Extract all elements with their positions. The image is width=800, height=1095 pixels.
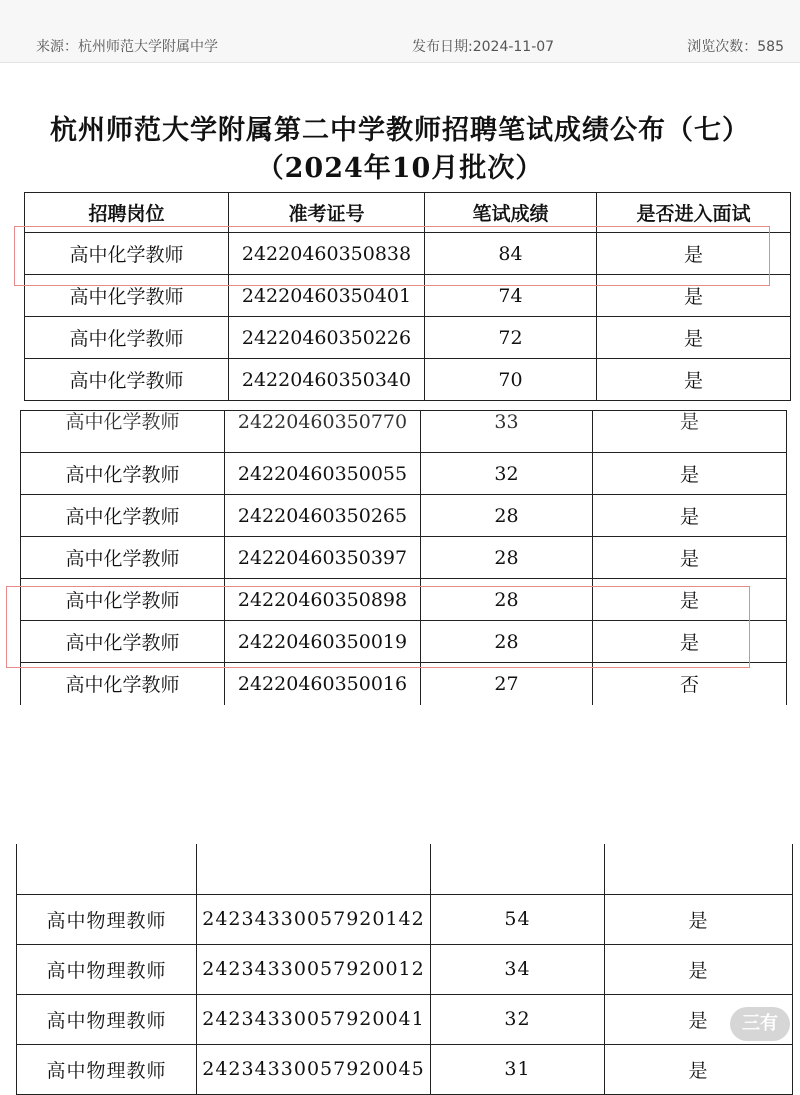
cell-position: 高中物理教师 (17, 994, 197, 1044)
cell-interview: 是 (593, 621, 787, 663)
cell-interview: 是 (605, 994, 793, 1044)
cell-score: 28 (421, 621, 593, 663)
score-table-chemistry-bottom (20, 410, 787, 705)
header-position: 招聘岗位 (25, 193, 229, 233)
cell-position: 高中化学教师 (21, 453, 225, 495)
cell-exam-id: 24220460350226 (229, 317, 425, 359)
cell-score: 72 (425, 317, 597, 359)
cell-score: 28 (421, 495, 593, 537)
view-count: 浏览次数：585 (687, 39, 784, 55)
cell-position: 高中物理教师 (17, 944, 197, 994)
cell-score: 28 (421, 579, 593, 621)
cell-interview: 是 (593, 537, 787, 579)
watermark-badge: 三有 (730, 1007, 790, 1041)
cell-score: 31 (431, 1044, 605, 1094)
cell-score: 74 (425, 275, 597, 317)
table-row (25, 275, 791, 317)
cell-interview: 否 (593, 663, 787, 705)
cell-interview: 是 (593, 453, 787, 495)
cell-exam-id: 24220460350898 (225, 579, 421, 621)
table-row (25, 317, 791, 359)
table-row (21, 495, 787, 537)
cell-fragment (197, 844, 431, 894)
table-row (25, 359, 791, 401)
cell-position: 高中物理教师 (17, 894, 197, 944)
cell-interview: 是 (597, 233, 791, 275)
cell-score: 54 (431, 894, 605, 944)
document-title: 杭州师范大学附属第二中学教师招聘笔试成绩公布（七） (50, 115, 750, 146)
cell-interview: 是 (593, 411, 787, 453)
cell-interview: 是 (593, 579, 787, 621)
article-meta-bar (0, 0, 800, 63)
cell-position: 高中化学教师 (25, 317, 229, 359)
score-table-chemistry-top (24, 192, 791, 401)
cell-exam-id: 24234330057920142 (197, 894, 431, 944)
cell-interview: 是 (597, 359, 791, 401)
cell-exam-id: 24234330057920041 (197, 994, 431, 1044)
table-row (25, 233, 791, 275)
cell-exam-id: 24220460350401 (229, 275, 425, 317)
cell-position: 高中化学教师 (21, 411, 225, 453)
cell-fragment (605, 844, 793, 894)
cell-score: 32 (431, 994, 605, 1044)
cell-score: 27 (421, 663, 593, 705)
cell-position: 高中化学教师 (25, 359, 229, 401)
cell-exam-id: 24220460350397 (225, 537, 421, 579)
table-row-partial (21, 411, 787, 453)
cell-position: 高中化学教师 (21, 621, 225, 663)
cell-exam-id: 24220460350019 (225, 621, 421, 663)
cell-interview: 是 (597, 275, 791, 317)
header-score: 笔试成绩 (425, 193, 597, 233)
cell-score: 33 (421, 411, 593, 453)
cell-interview: 是 (593, 495, 787, 537)
table-row (21, 579, 787, 621)
cell-exam-id: 24220460350838 (229, 233, 425, 275)
source-label: 来源：杭州师范大学附属中学 (36, 39, 218, 55)
table-row (17, 944, 793, 994)
cell-exam-id: 24220460350055 (225, 453, 421, 495)
table-row (17, 1044, 793, 1094)
cell-interview: 是 (605, 894, 793, 944)
table-header-row (25, 193, 791, 233)
cell-score: 32 (421, 453, 593, 495)
cell-position: 高中化学教师 (21, 537, 225, 579)
cell-position: 高中化学教师 (21, 579, 225, 621)
cell-score: 84 (425, 233, 597, 275)
table-row (21, 537, 787, 579)
cell-position: 高中化学教师 (25, 233, 229, 275)
cell-position: 高中物理教师 (17, 1044, 197, 1094)
cell-position: 高中化学教师 (21, 663, 225, 705)
cell-exam-id: 24234330057920012 (197, 944, 431, 994)
table-row (17, 894, 793, 944)
cell-fragment (17, 844, 197, 894)
cell-interview: 是 (597, 317, 791, 359)
cell-score: 28 (421, 537, 593, 579)
table-row (21, 453, 787, 495)
cell-interview: 是 (605, 944, 793, 994)
cell-position: 高中化学教师 (25, 275, 229, 317)
cell-exam-id: 24220460350340 (229, 359, 425, 401)
score-table-physics (16, 844, 793, 1095)
table-row (17, 994, 793, 1044)
cell-score: 34 (431, 944, 605, 994)
header-interview: 是否进入面试 (597, 193, 791, 233)
table-row-fragment (17, 844, 793, 894)
table-row (21, 621, 787, 663)
cell-exam-id: 24234330057920045 (197, 1044, 431, 1094)
header-exam-id: 准考证号 (229, 193, 425, 233)
cell-position: 高中化学教师 (21, 495, 225, 537)
cell-exam-id: 24220460350770 (225, 411, 421, 453)
cell-score: 70 (425, 359, 597, 401)
cell-exam-id: 24220460350265 (225, 495, 421, 537)
document-subtitle: （2024年10月批次） (256, 153, 544, 184)
table-row (21, 663, 787, 705)
cell-interview: 是 (605, 1044, 793, 1094)
publish-date: 发布日期:2024-11-07 (412, 39, 555, 55)
cell-exam-id: 24220460350016 (225, 663, 421, 705)
cell-fragment (431, 844, 605, 894)
